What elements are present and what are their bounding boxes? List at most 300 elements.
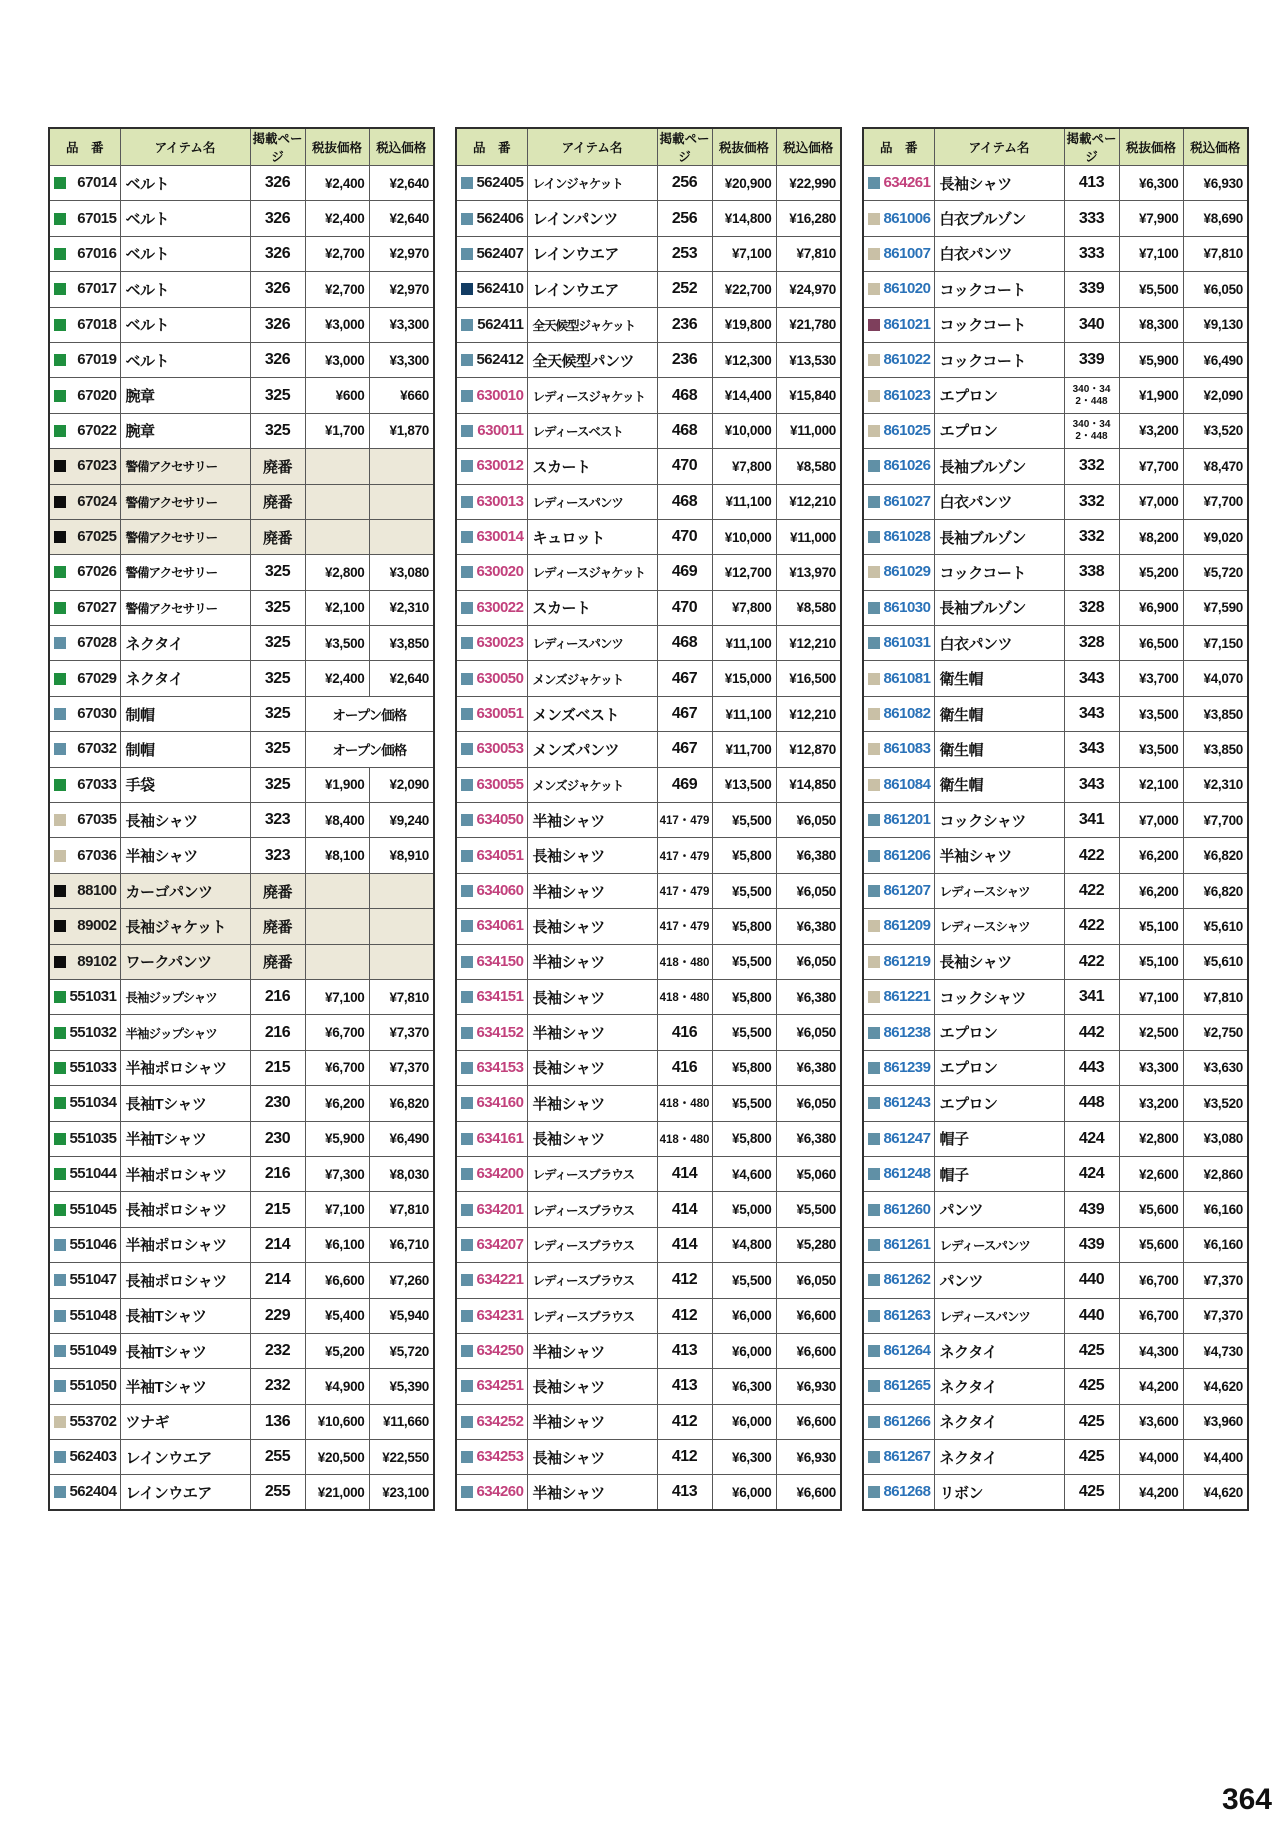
color-swatch-icon <box>54 1274 66 1286</box>
catalog-page-number: 325 <box>250 413 305 448</box>
catalog-page-number: 413 <box>1064 166 1119 201</box>
table-row <box>456 1475 841 1510</box>
product-code: 861238 <box>883 1023 931 1041</box>
price-ex-tax <box>305 449 369 484</box>
color-swatch-icon <box>868 531 880 543</box>
item-name: ワークパンツ <box>120 944 250 979</box>
product-code: 553702 <box>69 1412 117 1430</box>
header-row <box>49 128 434 166</box>
price-inc-tax: ¥660 <box>369 378 434 413</box>
product-code-cell <box>863 1121 934 1156</box>
price-inc-tax: ¥12,210 <box>776 696 841 731</box>
product-code: 861219 <box>883 952 931 970</box>
price-ex-tax: ¥11,100 <box>712 696 776 731</box>
price-inc-tax: ¥2,090 <box>369 767 434 802</box>
color-swatch-icon <box>461 1133 473 1145</box>
color-swatch-icon <box>868 885 880 897</box>
product-code: 861031 <box>883 634 931 652</box>
item-name: 半袖ジップシャツ <box>120 1015 250 1050</box>
product-code: 551034 <box>69 1094 117 1112</box>
color-swatch-icon <box>868 213 880 225</box>
item-name: レディースパンツ <box>934 1298 1064 1333</box>
color-swatch-icon <box>868 1062 880 1074</box>
color-swatch-icon <box>461 885 473 897</box>
price-ex-tax: ¥5,200 <box>1119 555 1183 590</box>
color-swatch-icon <box>461 1239 473 1251</box>
color-swatch-icon <box>868 1204 880 1216</box>
product-code-cell <box>863 449 934 484</box>
table-row <box>49 1263 434 1298</box>
header-row <box>863 128 1248 166</box>
product-code-cell <box>49 909 120 944</box>
price-ex-tax: ¥6,000 <box>712 1404 776 1439</box>
catalog-page-number: 470 <box>657 519 712 554</box>
color-swatch-icon <box>461 213 473 225</box>
price-ex-tax: ¥11,100 <box>712 626 776 661</box>
price-ex-tax: ¥6,200 <box>1119 838 1183 873</box>
item-name: 半袖シャツ <box>527 1475 657 1510</box>
catalog-page-number: 468 <box>657 378 712 413</box>
price-inc-tax: ¥6,050 <box>1183 272 1248 307</box>
catalog-page-number: 343 <box>1064 696 1119 731</box>
catalog-page-number: 325 <box>250 555 305 590</box>
product-code-cell <box>863 626 934 661</box>
price-inc-tax: ¥8,690 <box>1183 201 1248 236</box>
item-name: 長袖シャツ <box>527 838 657 873</box>
item-name: 制帽 <box>120 696 250 731</box>
product-code: 67032 <box>77 740 117 758</box>
price-ex-tax: ¥6,500 <box>1119 626 1183 661</box>
price-inc-tax: ¥7,590 <box>1183 590 1248 625</box>
product-code: 630055 <box>476 775 524 793</box>
product-code: 861207 <box>883 882 931 899</box>
table-row <box>863 873 1248 908</box>
product-code: 67018 <box>77 315 117 333</box>
table-row <box>863 732 1248 767</box>
table-row <box>863 1263 1248 1298</box>
price-inc-tax: ¥2,750 <box>1183 1015 1248 1050</box>
price-inc-tax: ¥6,600 <box>776 1404 841 1439</box>
color-swatch-icon <box>54 1239 66 1251</box>
table-row <box>456 944 841 979</box>
table-row <box>49 1333 434 1368</box>
catalog-page-number: 325 <box>250 626 305 661</box>
price-ex-tax: ¥1,900 <box>305 767 369 802</box>
price-ex-tax: ¥7,100 <box>1119 979 1183 1014</box>
price-ex-tax <box>305 873 369 908</box>
price-inc-tax: ¥22,990 <box>776 166 841 201</box>
product-code: 551033 <box>69 1058 117 1076</box>
item-name: コックコート <box>934 307 1064 342</box>
table-row <box>863 307 1248 342</box>
catalog-page-number: 236 <box>657 307 712 342</box>
price-ex-tax: ¥8,200 <box>1119 519 1183 554</box>
catalog-page-number: 232 <box>250 1369 305 1404</box>
price-ex-tax: ¥6,700 <box>1119 1263 1183 1298</box>
price-inc-tax: ¥3,080 <box>1183 1121 1248 1156</box>
color-swatch-icon <box>868 956 880 968</box>
color-swatch-icon <box>461 1168 473 1180</box>
column-header-4: 税抜価格 <box>712 128 776 166</box>
price-ex-tax: ¥5,600 <box>1119 1227 1183 1262</box>
catalog-page-number: 332 <box>1064 519 1119 554</box>
price-ex-tax <box>305 484 369 519</box>
color-swatch-icon <box>54 248 66 260</box>
price-inc-tax: ¥11,000 <box>776 519 841 554</box>
price-inc-tax: ¥7,810 <box>1183 979 1248 1014</box>
item-name: 半袖シャツ <box>934 838 1064 873</box>
table-row <box>456 201 841 236</box>
price-inc-tax: ¥8,910 <box>369 838 434 873</box>
item-name: 半袖Tシャツ <box>120 1121 250 1156</box>
color-swatch-icon <box>461 673 473 685</box>
catalog-page-number: 339 <box>1064 342 1119 377</box>
price-ex-tax: ¥6,300 <box>1119 166 1183 201</box>
product-code: 861206 <box>883 846 931 864</box>
item-name: エプロン <box>934 1086 1064 1121</box>
catalog-page-number: 467 <box>657 732 712 767</box>
item-name: 長袖ジップシャツ <box>120 979 250 1014</box>
catalog-page-number: 412 <box>657 1404 712 1439</box>
item-name: レディースパンツ <box>527 626 657 661</box>
product-code: 634153 <box>476 1058 524 1076</box>
product-code: 630014 <box>476 528 524 546</box>
item-name: レディースブラウス <box>527 1192 657 1227</box>
item-name: スカート <box>527 449 657 484</box>
price-inc-tax: ¥6,930 <box>776 1369 841 1404</box>
product-code-cell <box>49 413 120 448</box>
product-code: 562404 <box>69 1483 117 1501</box>
price-ex-tax <box>305 944 369 979</box>
table-row <box>863 944 1248 979</box>
price-ex-tax: ¥5,500 <box>712 1015 776 1050</box>
table-row <box>49 1086 434 1121</box>
product-code: 67017 <box>77 280 117 298</box>
product-code-cell <box>456 342 527 377</box>
table-row <box>49 307 434 342</box>
catalog-page-number: 325 <box>250 378 305 413</box>
price-ex-tax: ¥5,500 <box>1119 272 1183 307</box>
price-inc-tax: ¥6,380 <box>776 1121 841 1156</box>
price-inc-tax: ¥7,810 <box>369 979 434 1014</box>
catalog-page-number: 422 <box>1064 838 1119 873</box>
price-ex-tax: ¥3,600 <box>1119 1404 1183 1439</box>
catalog-page-number: 215 <box>250 1050 305 1085</box>
product-code-cell <box>49 449 120 484</box>
table-row <box>456 1369 841 1404</box>
price-ex-tax: ¥5,900 <box>1119 342 1183 377</box>
catalog-page-number: 325 <box>250 732 305 767</box>
product-code-cell <box>863 272 934 307</box>
item-name: 半袖ポロシャツ <box>120 1156 250 1191</box>
product-code: 634231 <box>476 1306 524 1324</box>
color-swatch-icon <box>461 566 473 578</box>
product-code-cell <box>456 626 527 661</box>
catalog-page-number: 廃番 <box>250 484 305 519</box>
catalog-page-number: 448 <box>1064 1086 1119 1121</box>
product-code: 861030 <box>883 598 931 616</box>
product-code-cell <box>863 1156 934 1191</box>
column-header-1: 品 番 <box>456 128 527 166</box>
catalog-page-number: 413 <box>657 1475 712 1510</box>
catalog-page-number: 333 <box>1064 236 1119 271</box>
product-code-cell <box>49 1050 120 1085</box>
product-code: 634253 <box>476 1448 524 1466</box>
product-code: 861266 <box>883 1412 931 1430</box>
color-swatch-icon <box>868 177 880 189</box>
product-code: 861081 <box>883 669 931 687</box>
product-code: 562412 <box>476 351 524 369</box>
product-code: 67025 <box>77 528 117 546</box>
color-swatch-icon <box>461 956 473 968</box>
product-code: 562411 <box>477 315 524 333</box>
price-inc-tax: ¥7,150 <box>1183 626 1248 661</box>
item-name: ネクタイ <box>934 1440 1064 1475</box>
price-inc-tax: ¥2,970 <box>369 272 434 307</box>
price-inc-tax: ¥2,970 <box>369 236 434 271</box>
product-code-cell <box>456 1440 527 1475</box>
product-code-cell <box>456 1333 527 1368</box>
product-code-cell <box>49 767 120 802</box>
product-code: 67024 <box>77 492 117 510</box>
price-inc-tax: ¥6,380 <box>776 979 841 1014</box>
price-inc-tax: ¥15,840 <box>776 378 841 413</box>
column-header-1: 品 番 <box>863 128 934 166</box>
color-swatch-icon <box>54 673 66 685</box>
color-swatch-icon <box>461 1486 473 1498</box>
price-ex-tax: ¥22,700 <box>712 272 776 307</box>
price-inc-tax: ¥6,380 <box>776 838 841 873</box>
product-code-cell <box>49 979 120 1014</box>
product-code: 634061 <box>476 917 524 935</box>
price-inc-tax: ¥7,810 <box>369 1192 434 1227</box>
item-name: 腕章 <box>120 413 250 448</box>
item-name: レディースパンツ <box>527 484 657 519</box>
item-name: レディースパンツ <box>934 1227 1064 1262</box>
price-inc-tax: ¥5,280 <box>776 1227 841 1262</box>
product-code: 551032 <box>69 1023 117 1041</box>
product-code-cell <box>863 378 934 413</box>
column-header-4: 税抜価格 <box>1119 128 1183 166</box>
catalog-page-number: 236 <box>657 342 712 377</box>
product-code-cell <box>49 944 120 979</box>
price-inc-tax: ¥2,640 <box>369 201 434 236</box>
price-inc-tax: ¥5,500 <box>776 1192 841 1227</box>
price-ex-tax: ¥7,000 <box>1119 803 1183 838</box>
item-name: 長袖Tシャツ <box>120 1333 250 1368</box>
product-code: 634250 <box>476 1342 524 1360</box>
product-code-cell <box>456 873 527 908</box>
product-code: 67028 <box>77 634 117 652</box>
color-swatch-icon <box>54 850 66 862</box>
price-ex-tax: ¥20,500 <box>305 1440 369 1475</box>
column-header-2: アイテム名 <box>934 128 1064 166</box>
price-ex-tax: ¥7,700 <box>1119 449 1183 484</box>
product-code-cell <box>456 519 527 554</box>
catalog-page-number: 340 <box>1064 307 1119 342</box>
catalog-page-number: 417・479 <box>657 838 712 873</box>
price-ex-tax: ¥5,800 <box>712 838 776 873</box>
catalog-page-number: 326 <box>250 272 305 307</box>
item-name: ネクタイ <box>120 626 250 661</box>
product-code-cell <box>456 979 527 1014</box>
table-row <box>863 201 1248 236</box>
price-inc-tax: ¥7,700 <box>1183 803 1248 838</box>
price-inc-tax: ¥9,130 <box>1183 307 1248 342</box>
color-swatch-icon <box>54 1380 66 1392</box>
product-code: 634152 <box>476 1023 524 1041</box>
price-ex-tax: ¥7,800 <box>712 449 776 484</box>
table-row <box>456 626 841 661</box>
color-swatch-icon <box>54 390 66 402</box>
price-inc-tax: ¥3,850 <box>1183 732 1248 767</box>
price-ex-tax: ¥2,800 <box>1119 1121 1183 1156</box>
item-name: 半袖シャツ <box>527 1015 657 1050</box>
table-row <box>863 626 1248 661</box>
price-ex-tax: ¥7,000 <box>1119 484 1183 519</box>
product-code-cell <box>863 838 934 873</box>
catalog-page-number: 418・480 <box>657 1121 712 1156</box>
table-row <box>456 342 841 377</box>
item-name: メンズジャケット <box>527 661 657 696</box>
table-row <box>49 944 434 979</box>
price-ex-tax: ¥5,500 <box>712 873 776 908</box>
product-code-cell <box>863 803 934 838</box>
catalog-page-number: 417・479 <box>657 873 712 908</box>
column-header-1: 品 番 <box>49 128 120 166</box>
table-row <box>49 272 434 307</box>
item-name: レディースシャツ <box>934 909 1064 944</box>
catalog-page-number: 332 <box>1064 484 1119 519</box>
product-code-cell <box>863 1298 934 1333</box>
product-code-cell <box>456 1121 527 1156</box>
table-row <box>49 1121 434 1156</box>
color-swatch-icon <box>461 708 473 720</box>
color-swatch-icon <box>868 354 880 366</box>
color-swatch-icon <box>54 1416 66 1428</box>
catalog-page-number: 413 <box>657 1333 712 1368</box>
item-name: 全天候型パンツ <box>527 342 657 377</box>
item-name: ベルト <box>120 307 250 342</box>
item-name: ネクタイ <box>120 661 250 696</box>
price-inc-tax: ¥1,870 <box>369 413 434 448</box>
color-swatch-icon <box>461 850 473 862</box>
product-code: 634161 <box>476 1129 524 1147</box>
table-row <box>456 449 841 484</box>
item-name: 警備アクセサリー <box>120 590 250 625</box>
table-row <box>456 1086 841 1121</box>
product-code-cell <box>863 873 934 908</box>
item-name: 半袖シャツ <box>527 873 657 908</box>
product-code-cell <box>49 1263 120 1298</box>
catalog-page-number: 412 <box>657 1263 712 1298</box>
product-code: 562405 <box>476 174 524 192</box>
price-ex-tax: ¥5,500 <box>712 803 776 838</box>
color-swatch-icon <box>868 1133 880 1145</box>
item-name: 半袖シャツ <box>527 1086 657 1121</box>
price-inc-tax: ¥2,640 <box>369 661 434 696</box>
item-name: 長袖シャツ <box>527 1121 657 1156</box>
product-code: 562407 <box>476 244 524 262</box>
item-name: エプロン <box>934 378 1064 413</box>
price-inc-tax: ¥5,610 <box>1183 944 1248 979</box>
price-inc-tax: ¥6,050 <box>776 803 841 838</box>
product-code: 861025 <box>883 421 931 439</box>
product-code-cell <box>863 1015 934 1050</box>
table-row <box>863 1121 1248 1156</box>
catalog-page-number: 425 <box>1064 1475 1119 1510</box>
product-code: 861084 <box>883 775 931 793</box>
price-ex-tax: ¥6,600 <box>305 1263 369 1298</box>
color-swatch-icon <box>54 779 66 791</box>
price-ex-tax: ¥2,100 <box>1119 767 1183 802</box>
product-code: 634051 <box>476 846 524 864</box>
price-inc-tax: ¥7,370 <box>1183 1263 1248 1298</box>
table-row <box>456 661 841 696</box>
price-inc-tax: ¥13,530 <box>776 342 841 377</box>
table-row <box>49 1015 434 1050</box>
table-row <box>863 838 1248 873</box>
price-ex-tax: ¥5,500 <box>712 1263 776 1298</box>
price-ex-tax: ¥600 <box>305 378 369 413</box>
product-code-cell <box>863 1369 934 1404</box>
catalog-page-number: 417・479 <box>657 803 712 838</box>
product-code: 67033 <box>77 775 117 793</box>
table-row <box>49 909 434 944</box>
product-code-cell <box>863 1192 934 1227</box>
price-ex-tax: ¥6,200 <box>305 1086 369 1121</box>
price-inc-tax: ¥13,970 <box>776 555 841 590</box>
product-code: 88100 <box>77 882 117 899</box>
item-name: 長袖Tシャツ <box>120 1086 250 1121</box>
product-code: 861020 <box>883 280 931 298</box>
price-ex-tax: ¥6,300 <box>712 1369 776 1404</box>
price-inc-tax: ¥3,300 <box>369 342 434 377</box>
product-code: 551031 <box>69 988 117 1006</box>
item-name: 長袖シャツ <box>527 1369 657 1404</box>
catalog-page-number: 468 <box>657 626 712 661</box>
price-ex-tax: ¥6,200 <box>1119 873 1183 908</box>
item-name: 長袖シャツ <box>527 1050 657 1085</box>
product-code: 67030 <box>77 705 117 723</box>
table-row <box>863 166 1248 201</box>
catalog-page-number: 340・342・448 <box>1064 413 1119 448</box>
column-header-4: 税抜価格 <box>305 128 369 166</box>
price-inc-tax: ¥3,080 <box>369 555 434 590</box>
item-name: ベルト <box>120 166 250 201</box>
item-name: 半袖シャツ <box>527 1404 657 1439</box>
item-name: 帽子 <box>934 1121 1064 1156</box>
catalog-page-number: 255 <box>250 1440 305 1475</box>
price-inc-tax: ¥6,600 <box>776 1298 841 1333</box>
color-swatch-icon <box>868 1239 880 1251</box>
item-name: パンツ <box>934 1192 1064 1227</box>
product-code-cell <box>863 555 934 590</box>
color-swatch-icon <box>461 1027 473 1039</box>
catalog-page-number: 214 <box>250 1227 305 1262</box>
price-inc-tax: ¥24,970 <box>776 272 841 307</box>
table-row <box>456 767 841 802</box>
table-row <box>49 1192 434 1227</box>
catalog-page-number: 214 <box>250 1263 305 1298</box>
table-row <box>456 555 841 590</box>
product-code-cell <box>863 944 934 979</box>
catalog-page-number: 424 <box>1064 1121 1119 1156</box>
product-code: 89002 <box>77 917 117 935</box>
table-row <box>49 1369 434 1404</box>
product-code: 634200 <box>476 1165 524 1183</box>
item-name: リボン <box>934 1475 1064 1510</box>
